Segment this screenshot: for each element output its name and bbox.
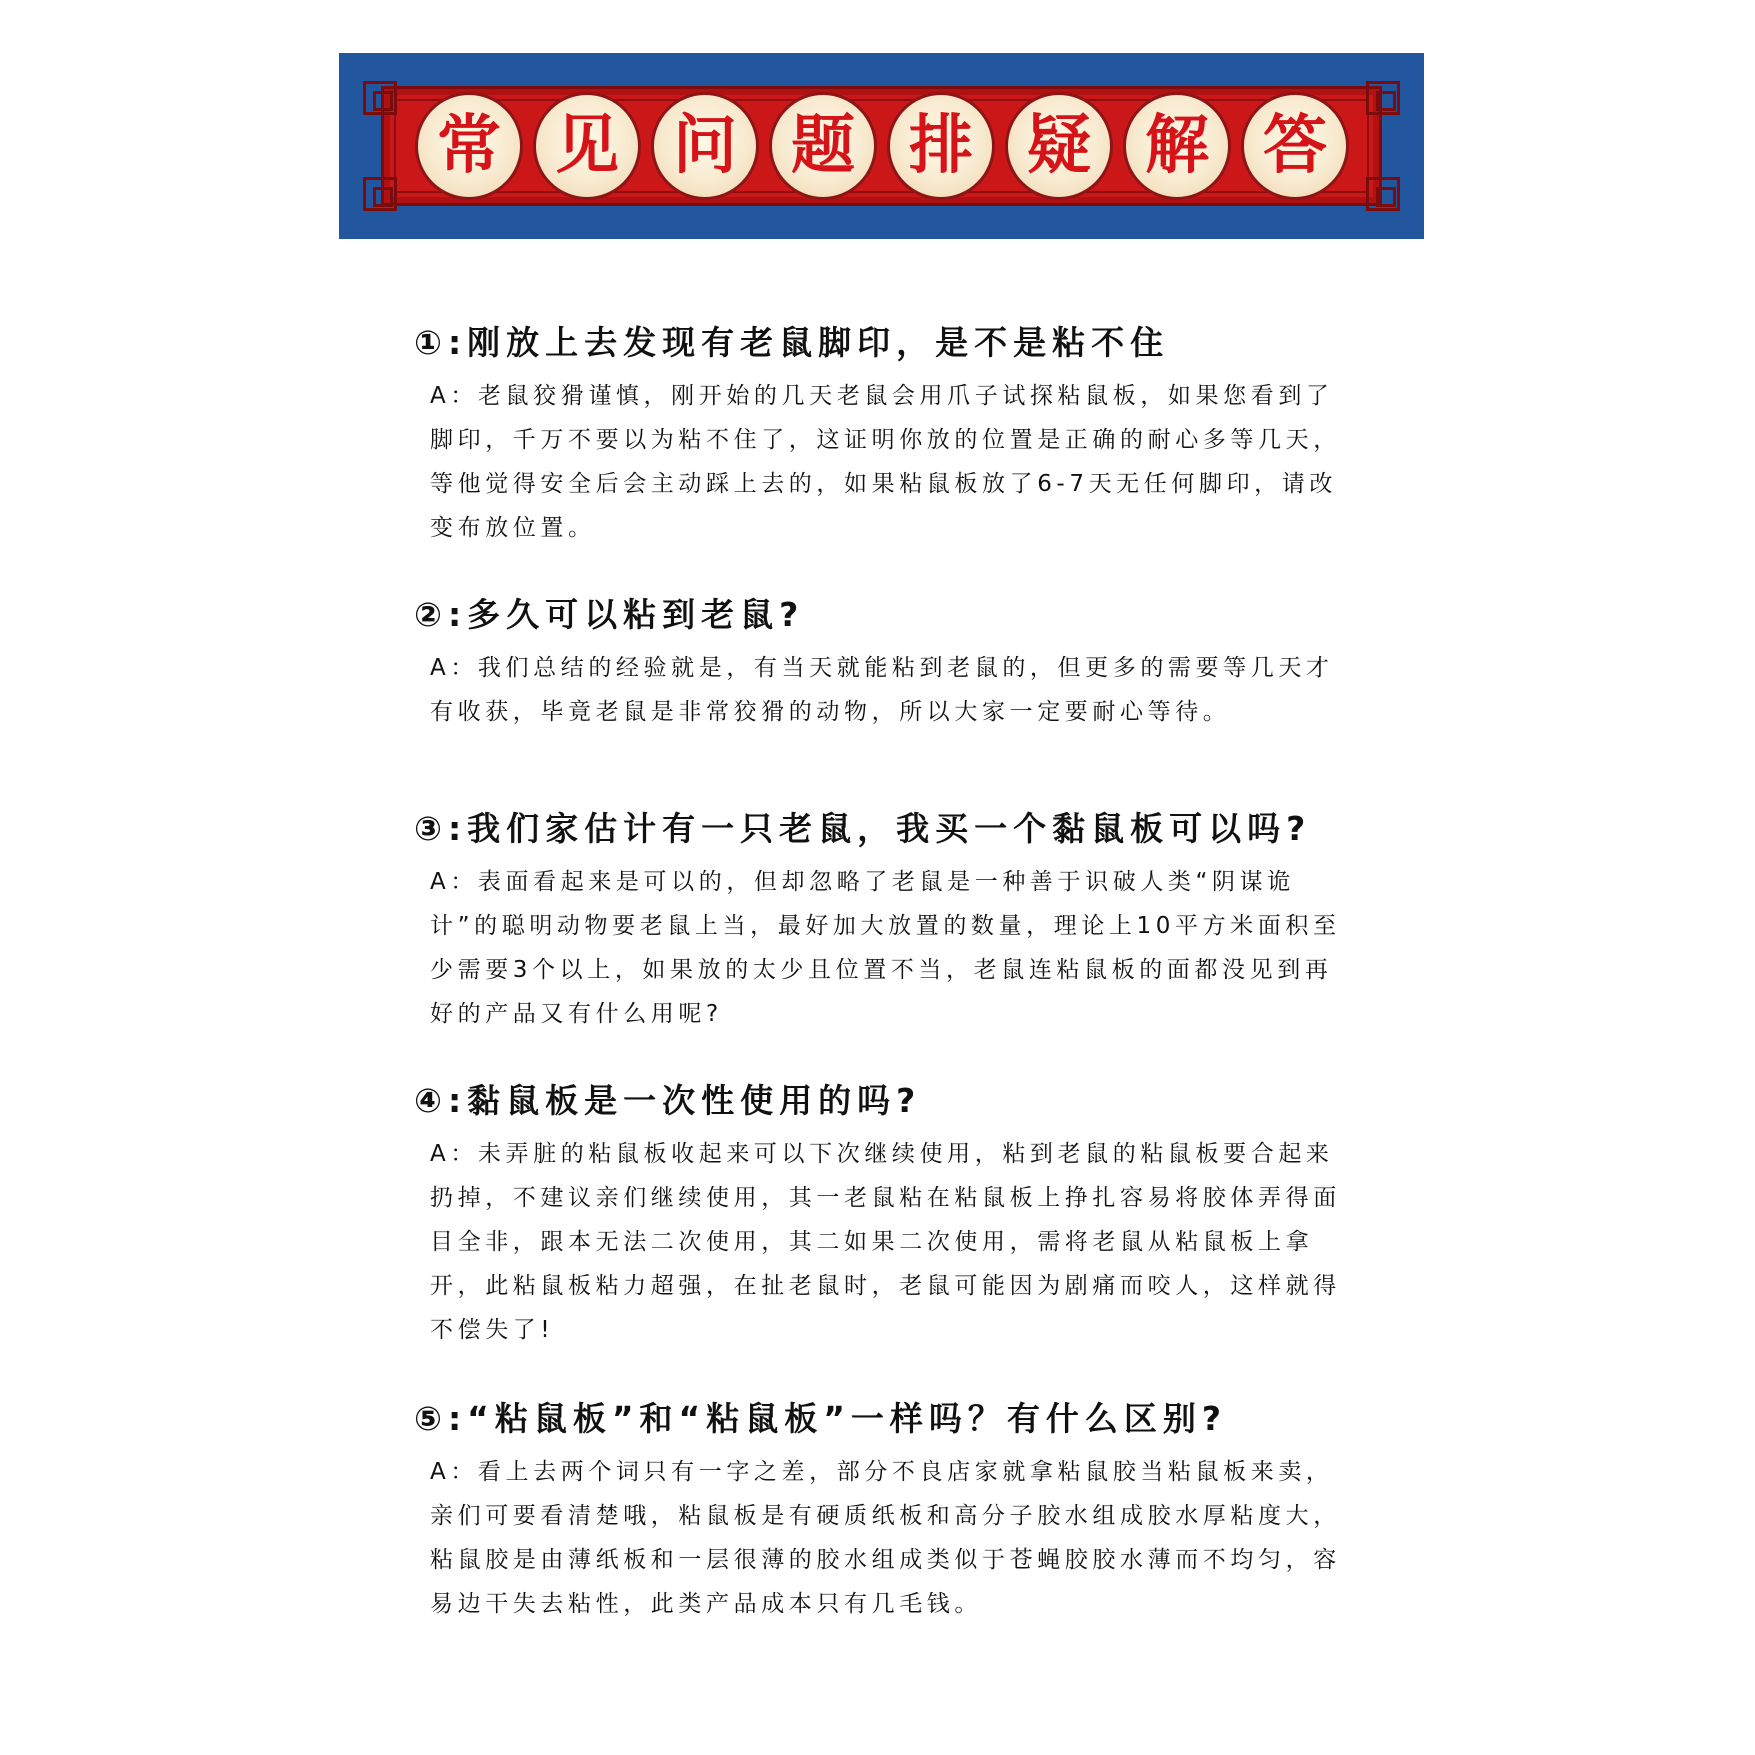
faq-question: ①:刚放上去发现有老鼠脚印，是不是粘不住 bbox=[414, 323, 1170, 362]
lattice-corner-ornament bbox=[1366, 177, 1400, 211]
faq-answer: A：我们总结的经验就是，有当天就能粘到老鼠的，但更多的需要等几天才有收获，毕竟老鼠是非常狡猾的动物，所以大家一定要耐心等待。 bbox=[430, 655, 1334, 725]
page-title bbox=[415, 91, 1349, 201]
faq-item-5 bbox=[414, 1396, 1364, 1626]
title-char-circle: 题 bbox=[769, 92, 877, 200]
faq-answer: A：老鼠狡猾谨慎，刚开始的几天老鼠会用爪子试探粘鼠板，如果您看到了脚印，千万不要以为粘不住了，这证明你放的位置是正确的耐心多等几天，等他觉得安全后会主动踩上去的，如果粘鼠板放了6-7天无任何脚印，请改变布放位置。 bbox=[430, 383, 1341, 541]
faq-answer: A：看上去两个词只有一字之差，部分不良店家就拿粘鼠胶当粘鼠板来卖，亲们可要看清楚哦，粘鼠板是有硬质纸板和高分子胶水组成胶水厚粘度大，粘鼠胶是由薄纸板和一层很薄的胶水组成类似于苍蝇胶胶水薄而不均匀，容易边干失去粘性，此类产品成本只有几毛钱。 bbox=[430, 1459, 1341, 1617]
faq-question: ⑤:“粘鼠板”和“粘鼠板”一样吗？有什么区别? bbox=[414, 1399, 1228, 1438]
faq-item-4 bbox=[414, 1078, 1364, 1352]
lattice-corner-ornament bbox=[363, 81, 397, 115]
faq-item-1 bbox=[414, 320, 1364, 550]
lattice-corner-ornament bbox=[1366, 81, 1400, 115]
faq-item-2 bbox=[414, 592, 1364, 734]
title-char-circle: 答 bbox=[1241, 92, 1349, 200]
faq-answer: A：未弄脏的粘鼠板收起来可以下次继续使用，粘到老鼠的粘鼠板要合起来扔掉，不建议亲们继续使用，其一老鼠粘在粘鼠板上挣扎容易将胶体弄得面目全非，跟本无法二次使用，其二如果二次使用，需将老鼠从粘鼠板上拿开，此粘鼠板粘力超强，在扯老鼠时，老鼠可能因为剧痛而咬人，这样就得不偿失了! bbox=[430, 1141, 1341, 1343]
faq-item-3 bbox=[414, 806, 1364, 1036]
faq-question: ④:黏鼠板是一次性使用的吗? bbox=[414, 1081, 922, 1120]
title-char-circle: 疑 bbox=[1005, 92, 1113, 200]
faq-question: ③:我们家估计有一只老鼠，我买一个黏鼠板可以吗? bbox=[414, 809, 1312, 848]
faq-question: ②:多久可以粘到老鼠? bbox=[414, 595, 805, 634]
title-char-circle: 见 bbox=[533, 92, 641, 200]
title-char-circle: 问 bbox=[651, 92, 759, 200]
lattice-corner-ornament bbox=[363, 177, 397, 211]
faq-answer: A：表面看起来是可以的，但却忽略了老鼠是一种善于识破人类“阴谋诡计”的聪明动物要老鼠上当，最好加大放置的数量，理论上10平方米面积至少需要3个以上，如果放的太少且位置不当，老鼠连粘鼠板的面都没见到再好的产品又有什么用呢? bbox=[430, 869, 1341, 1027]
title-char-circle: 排 bbox=[887, 92, 995, 200]
title-banner bbox=[339, 53, 1424, 239]
title-char-circle: 解 bbox=[1123, 92, 1231, 200]
title-char-circle: 常 bbox=[415, 92, 523, 200]
